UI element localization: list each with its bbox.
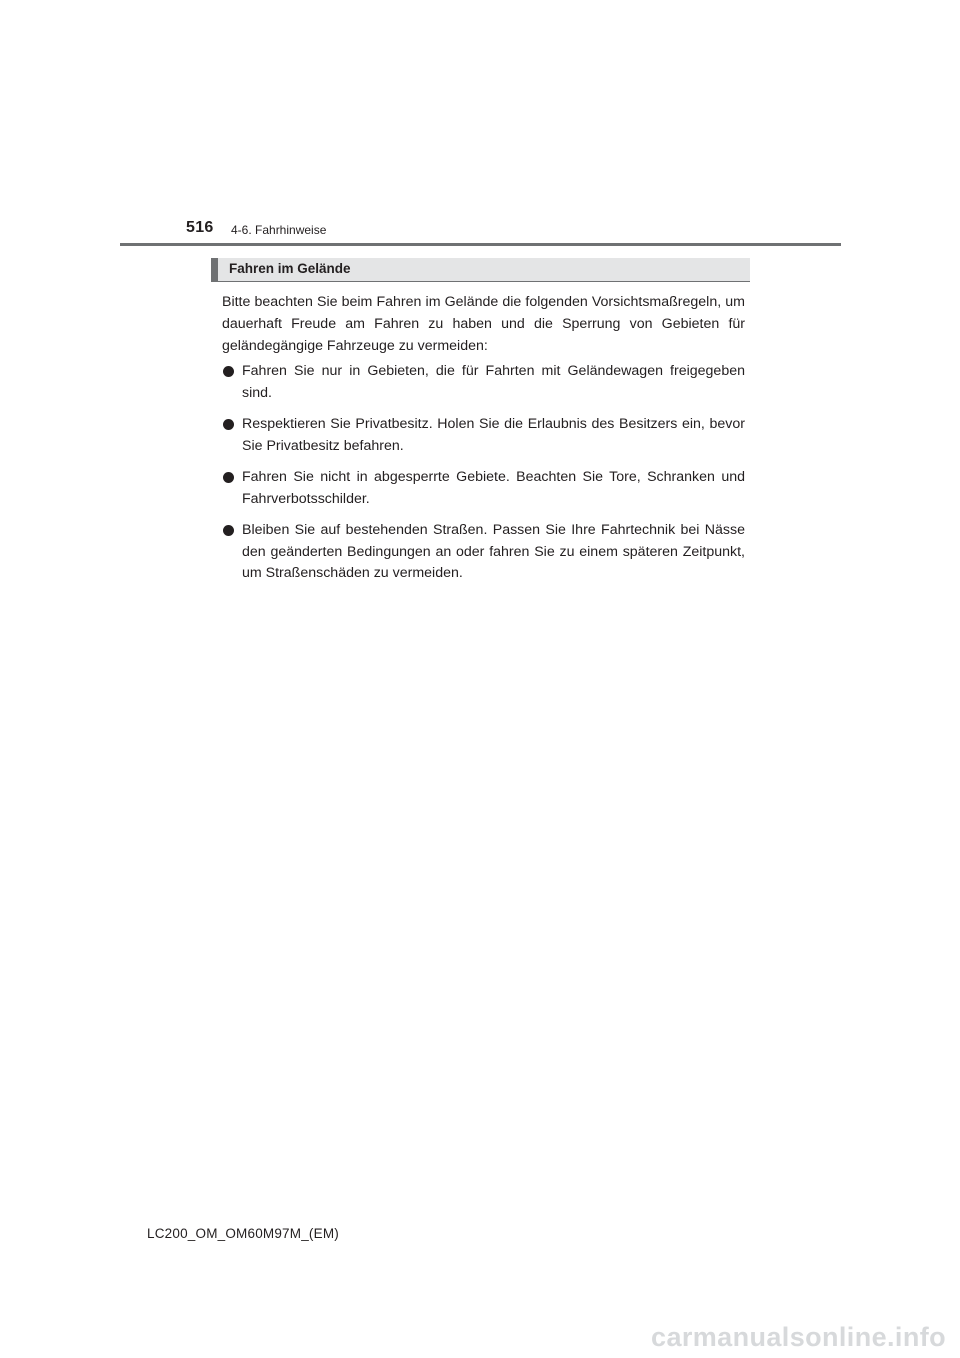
list-item xyxy=(222,467,745,510)
document-code: LC200_OM_OM60M97M_(EM) xyxy=(147,1226,339,1241)
bullet-icon xyxy=(223,525,234,536)
section-reference: 4-6. Fahrhinweise xyxy=(231,223,327,237)
list-item-text: Fahren Sie nur in Gebieten, die für Fahrten mit Geländewagen freigegeben sind. xyxy=(242,363,745,401)
bullet-icon xyxy=(223,419,234,430)
watermark: carmanualsonline.info xyxy=(651,1322,946,1352)
bullet-icon xyxy=(223,366,234,377)
section-heading-label: Fahren im Gelände xyxy=(229,261,351,276)
precaution-list xyxy=(222,361,745,595)
list-item xyxy=(222,414,745,457)
list-item-text: Respektieren Sie Privatbesitz. Holen Sie die Erlaubnis des Besitzers ein, bevor Sie Privatbesitz befahren. xyxy=(242,416,745,454)
list-item xyxy=(222,520,745,585)
page-number: 516 xyxy=(186,219,214,236)
section-heading-underline xyxy=(211,281,750,282)
header-rule xyxy=(120,243,841,246)
list-item-text: Fahren Sie nicht in abgesperrte Gebiete. Beachten Sie Tore, Schranken und Fahrverbotsschilder. xyxy=(242,469,745,507)
list-item xyxy=(222,361,745,404)
list-item-text: Bleiben Sie auf bestehenden Straßen. Passen Sie Ihre Fahrtechnik bei Nässe den geänderten Bedingungen an oder fahren Sie zu einem späteren Zeitpunkt, um Straßenschäden zu vermeiden. xyxy=(242,522,745,581)
section-heading xyxy=(211,258,750,281)
intro-paragraph: Bitte beachten Sie beim Fahren im Gelände die folgenden Vorsichtsmaßregeln, um dauerhaft Freude am Fahren zu haben und die Sperrung von Gebieten für geländegängige Fahrzeuge zu vermeiden: xyxy=(222,294,745,354)
bullet-icon xyxy=(223,472,234,483)
